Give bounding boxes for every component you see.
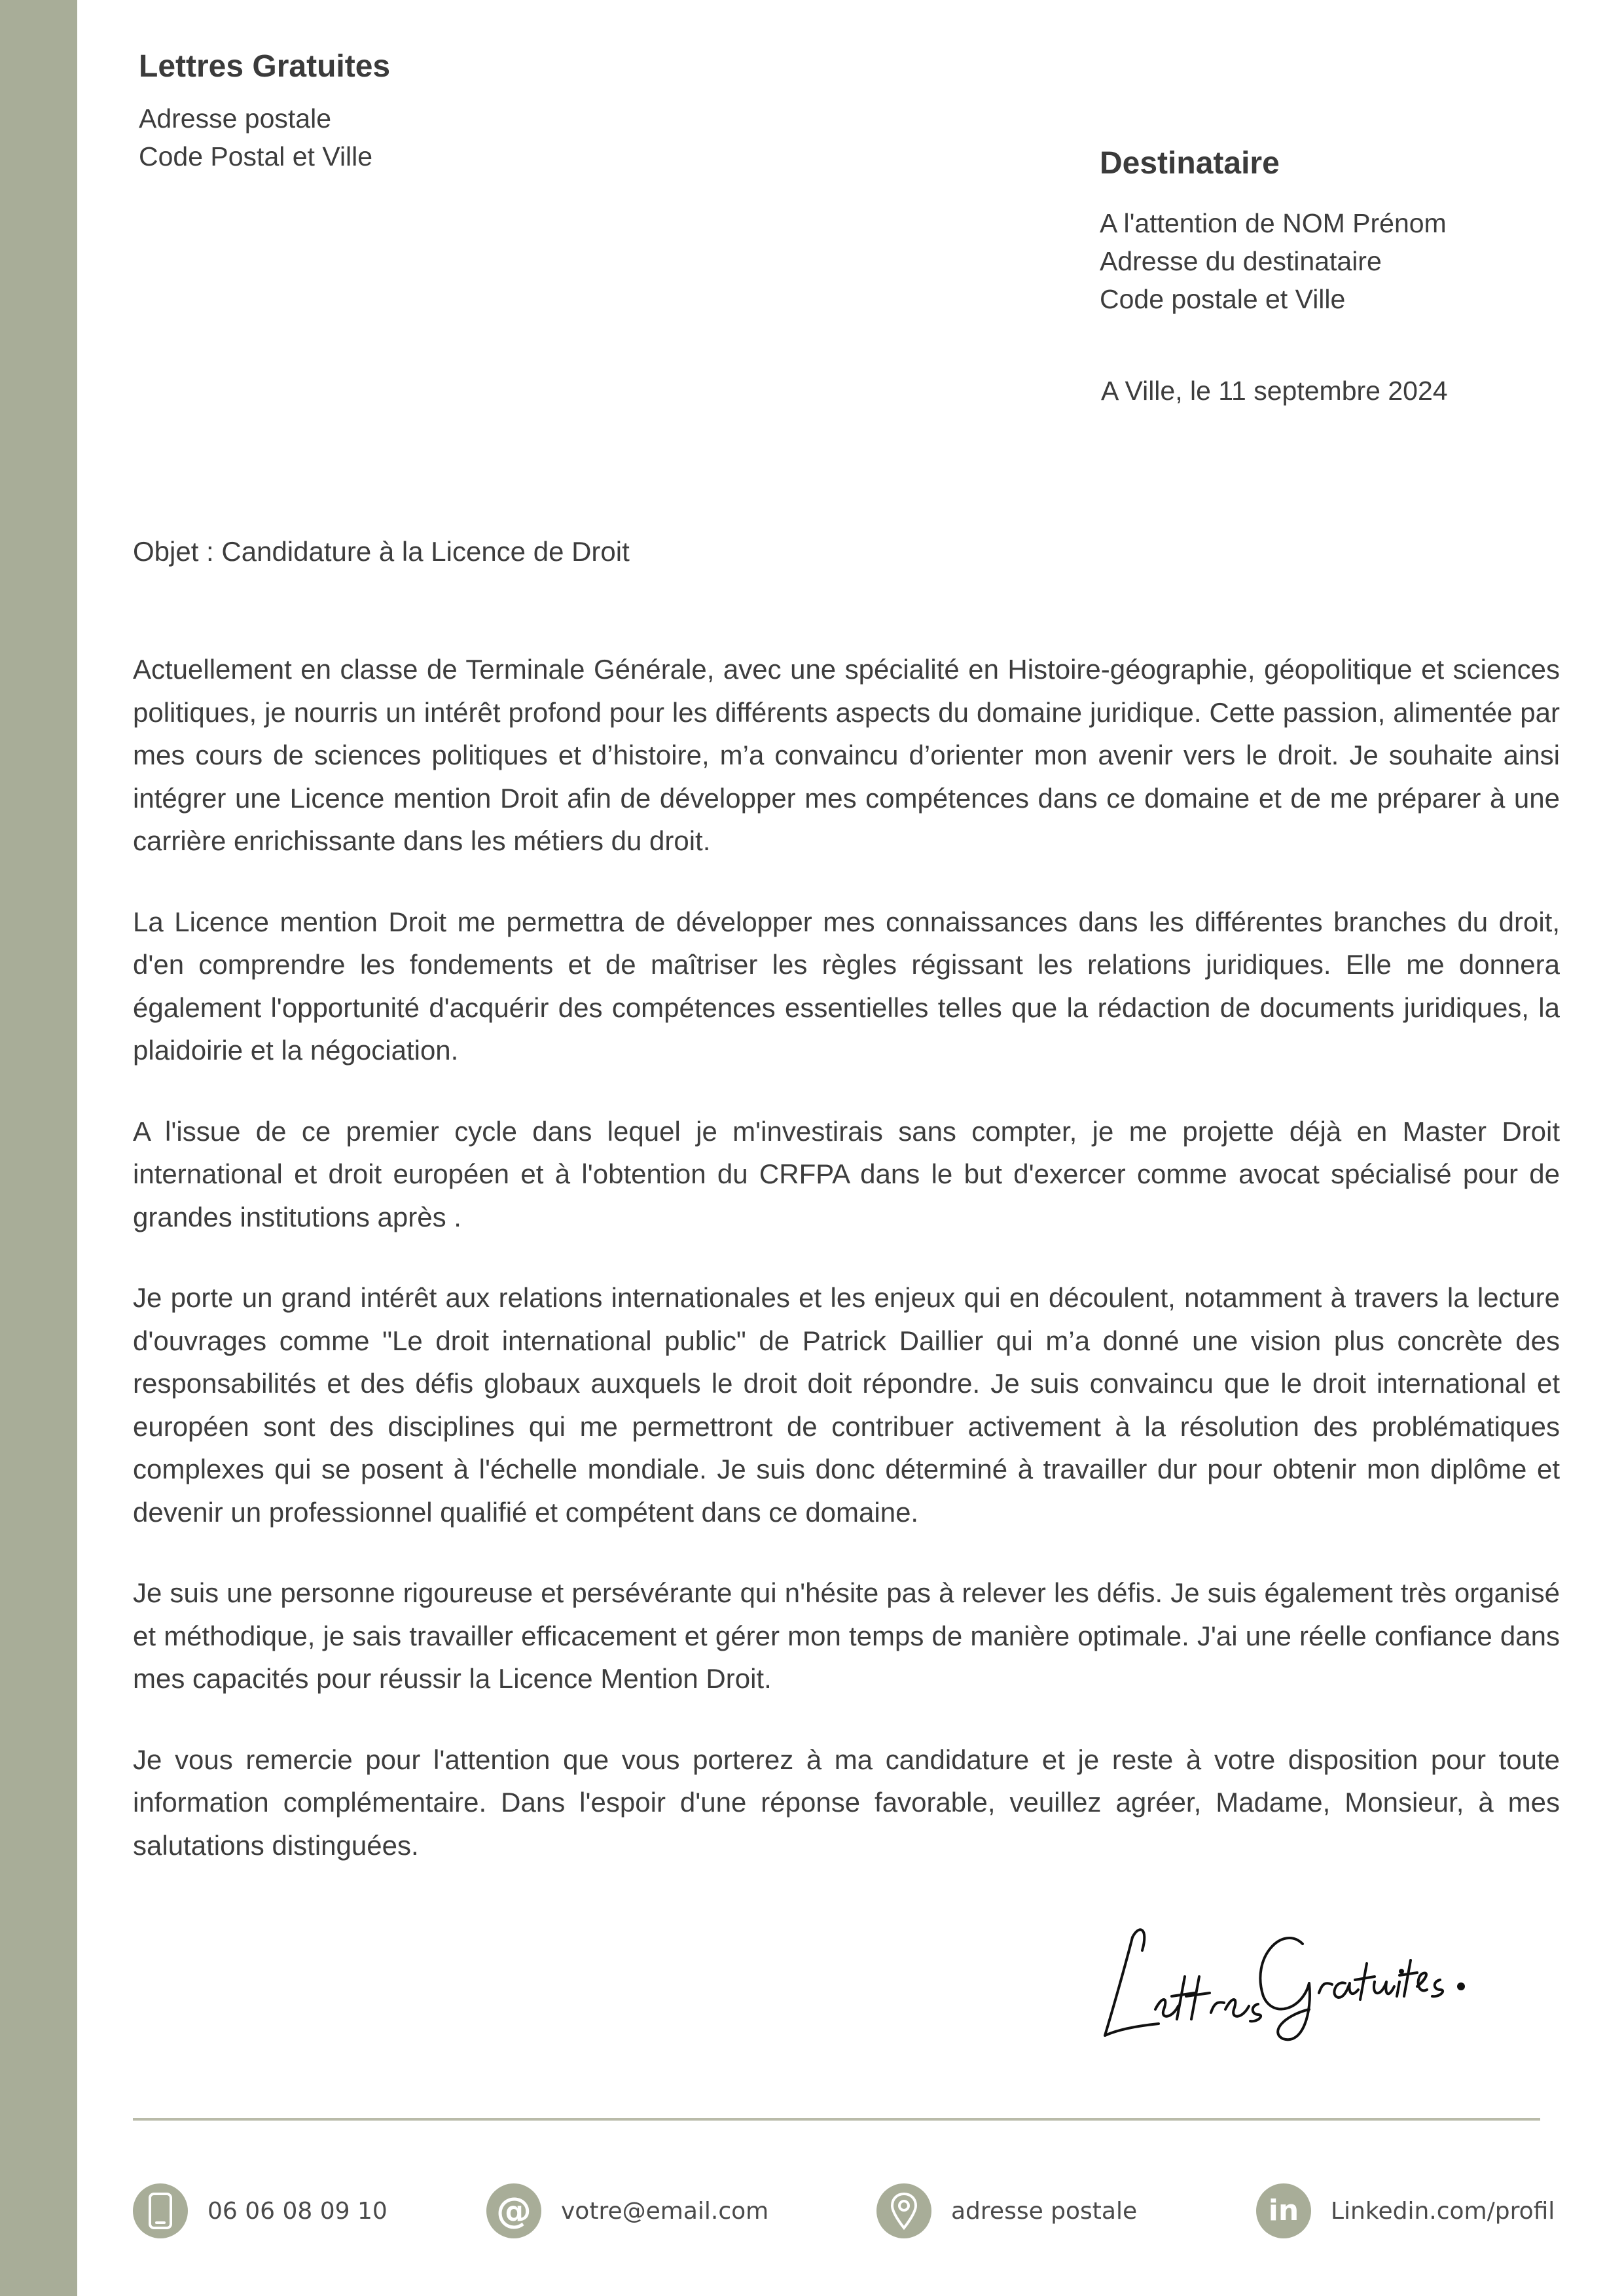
letter-body bbox=[133, 648, 1560, 1905]
recipient-city: Code postale et Ville bbox=[1100, 284, 1346, 314]
body-paragraph: Actuellement en classe de Terminale Générale, avec une spécialité en Histoire-géographie, géopolitique et sciences politiques, je nourris un intérêt profond pour les différents aspects du domaine juridique. Cette passion, alimentée par mes cours de sciences politiques et d’histoire, m’a convaincu d’orienter mon avenir vers le droit. Je souhaite ainsi intégrer une Licence mention Droit afin de développer mes compétences dans ce domaine et de me préparer à une carrière enrichissante dans les métiers du droit. bbox=[133, 654, 1560, 856]
handwritten-signature bbox=[1087, 1898, 1479, 2055]
contact-address bbox=[876, 2183, 1137, 2238]
body-paragraph: Je vous remercie pour l'attention que vous porterez à ma candidature et je reste à votre disposition pour toute information complémentaire. Dans l'espoir d'une réponse favorable, veuillez agréer, Madame, Monsieur, à mes salutations distinguées. bbox=[133, 1744, 1560, 1861]
contact-linkedin bbox=[1256, 2183, 1555, 2238]
recipient-attention: A l'attention de NOM Prénom bbox=[1100, 208, 1447, 238]
contact-email bbox=[486, 2183, 768, 2238]
contact-phone bbox=[133, 2183, 388, 2238]
body-paragraph: Je suis une personne rigoureuse et persévérante qui n'hésite pas à relever les défis. Je suis également très organisé et méthodique, je sais travailler efficacement et gérer mon temps de manière optimale. J'ai une réelle confiance dans mes capacités pour réussir la Licence Mention Droit. bbox=[133, 1577, 1560, 1694]
linkedin-profile[interactable]: Linkedin.com/profil bbox=[1331, 2197, 1555, 2225]
footer-divider bbox=[133, 2118, 1540, 2121]
body-paragraph: Je porte un grand intérêt aux relations internationales et les enjeux qui en découlent, notamment à travers la lecture d'ouvrages comme "Le droit international public" de Patrick Daillier qui m’a donné une vision plus concrète des responsabilités et des défis globaux auxquels le droit doit répondre. Je suis convaincu que le droit international et européen sont des disciplines qui me permettront de contribuer activement à la résolution des problématiques complexes qui se posent à l'échelle mondiale. Je suis donc déterminé à travailler dur pour obtenir mon diplôme et devenir un professionnel qualifié et compétent dans ce domaine. bbox=[133, 1282, 1560, 1528]
recipient-address: Adresse du destinataire bbox=[1100, 246, 1382, 276]
recipient-title: Destinataire bbox=[1100, 146, 1280, 181]
body-paragraph: A l'issue de ce premier cycle dans lequel je m'investirais sans compter, je me projette déjà en Master Droit international et droit européen et à l'obtention du CRFPA dans le but d'exercer comme avocat spécialisé pour de grandes institutions après . bbox=[133, 1115, 1560, 1232]
letter-date: A Ville, le 11 septembre 2024 bbox=[1101, 376, 1448, 406]
sender-name: Lettres Gratuites bbox=[139, 49, 391, 84]
sender-address: Adresse postale bbox=[139, 103, 332, 134]
location-pin-icon bbox=[876, 2183, 931, 2238]
postal-address: adresse postale bbox=[951, 2197, 1138, 2225]
at-icon: @ bbox=[486, 2183, 541, 2238]
phone-number[interactable]: 06 06 08 09 10 bbox=[208, 2197, 388, 2225]
linkedin-icon: in bbox=[1256, 2183, 1311, 2238]
email-address[interactable]: votre@email.com bbox=[561, 2197, 769, 2225]
contact-footer bbox=[133, 2183, 1560, 2242]
phone-icon bbox=[133, 2183, 188, 2238]
recipient-block bbox=[1100, 144, 1447, 318]
sender-block bbox=[139, 47, 390, 175]
side-accent-band bbox=[0, 0, 77, 2296]
body-paragraph: La Licence mention Droit me permettra de développer mes connaissances dans les différentes branches du droit, d'en comprendre les fondements et de maîtriser les règles régissant les relations juridiques. Elle me donnera également l'opportunité d'acquérir des compétences essentielles telles que la rédaction de documents juridiques, la plaidoirie et la négociation. bbox=[133, 906, 1560, 1066]
letter-subject: Objet : Candidature à la Licence de Droit bbox=[133, 536, 630, 567]
sender-city: Code Postal et Ville bbox=[139, 141, 373, 171]
